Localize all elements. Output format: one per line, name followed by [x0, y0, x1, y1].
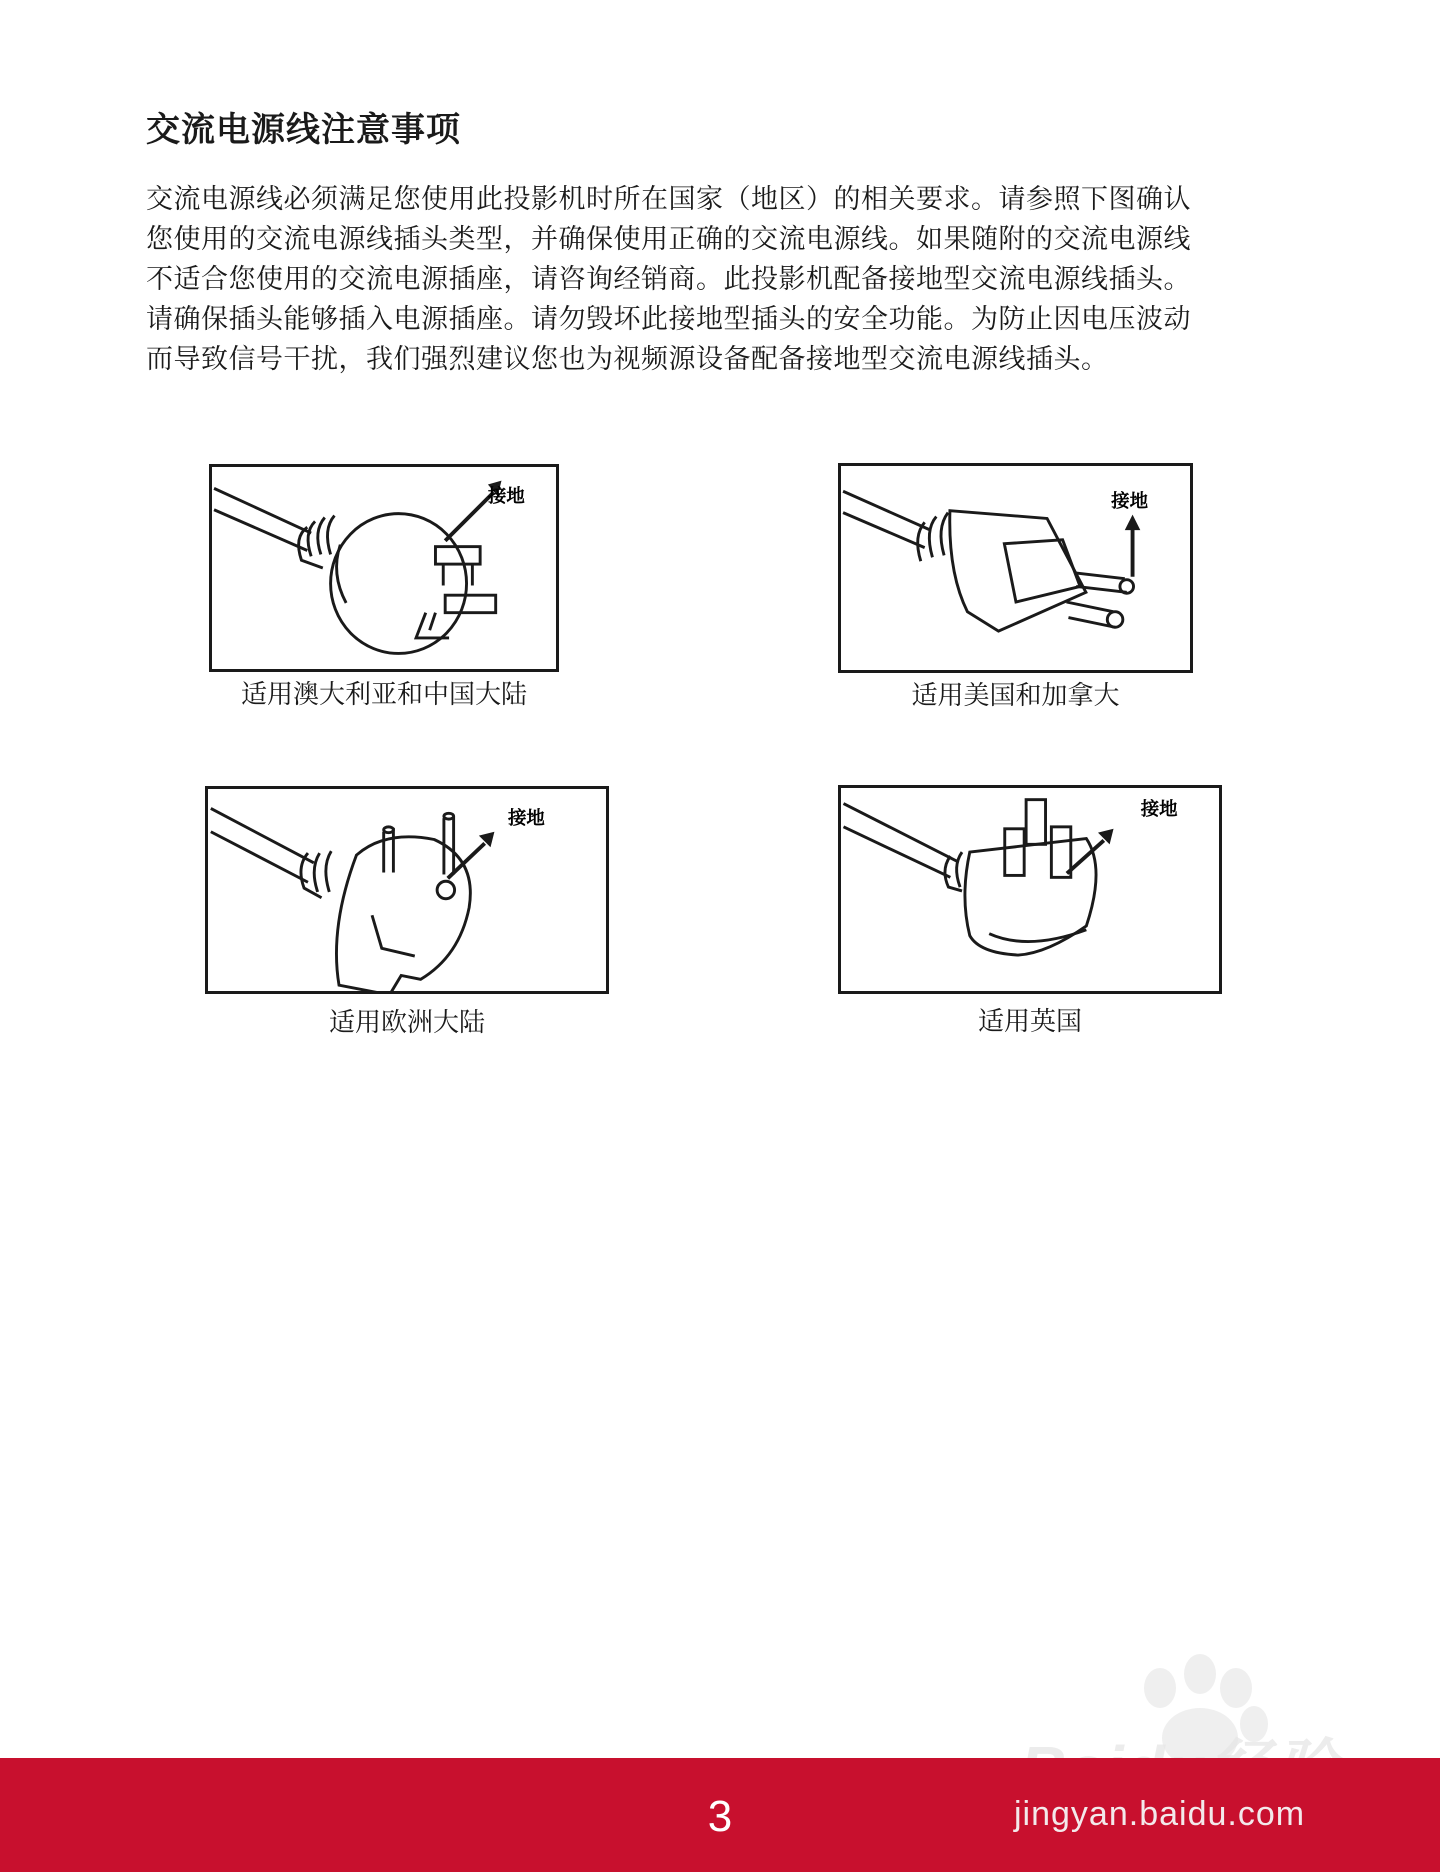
figure-uk	[838, 785, 1222, 1037]
plug-illustration-uk	[838, 785, 1222, 994]
figure-au-cn	[209, 464, 559, 710]
ground-label: 接地	[1140, 799, 1178, 821]
watermark-url: jingyan.baidu.com	[1014, 1795, 1306, 1833]
figure-eu	[205, 786, 609, 1038]
paragraph-line: 而导致信号干扰，我们强烈建议您也为视频源设备配备接地型交流电源线插头。	[146, 344, 1109, 375]
paragraph-line: 交流电源线必须满足您使用此投影机时所在国家（地区）的相关要求。请参照下图确认	[146, 184, 1191, 215]
intro-paragraph	[146, 180, 1296, 380]
plug-illustration-us-ca	[838, 463, 1193, 673]
paragraph-line: 不适合您使用的交流电源插座，请咨询经销商。此投影机配备接地型交流电源线插头。	[146, 264, 1191, 295]
figure-caption: 适用欧洲大陆	[328, 1008, 485, 1038]
paragraph-line: 请确保插头能够插入电源插座。请勿毁坏此接地型插头的安全功能。为防止因电压波动	[146, 304, 1191, 335]
plug-us-ca-icon	[841, 466, 1190, 670]
ground-label: 接地	[507, 807, 545, 829]
paragraph-line: 您使用的交流电源线插头类型，并确保使用正确的交流电源线。如果随附的交流电源线	[146, 224, 1191, 255]
figure-us-ca	[838, 463, 1193, 711]
plug-illustration-eu	[205, 786, 609, 994]
figure-caption: 适用英国	[977, 1007, 1082, 1037]
plug-uk-icon	[841, 788, 1219, 991]
page-title: 交流电源线注意事项	[146, 110, 461, 150]
plug-au-cn-icon	[212, 467, 556, 669]
plug-illustration-au-cn	[209, 464, 559, 672]
ground-label: 接地	[1111, 490, 1149, 512]
ground-label: 接地	[487, 485, 525, 507]
plug-eu-icon	[208, 789, 606, 991]
figure-caption: 适用澳大利亚和中国大陆	[240, 680, 527, 710]
page-number: 3	[707, 1792, 733, 1841]
figure-caption: 适用美国和加拿大	[911, 681, 1120, 711]
